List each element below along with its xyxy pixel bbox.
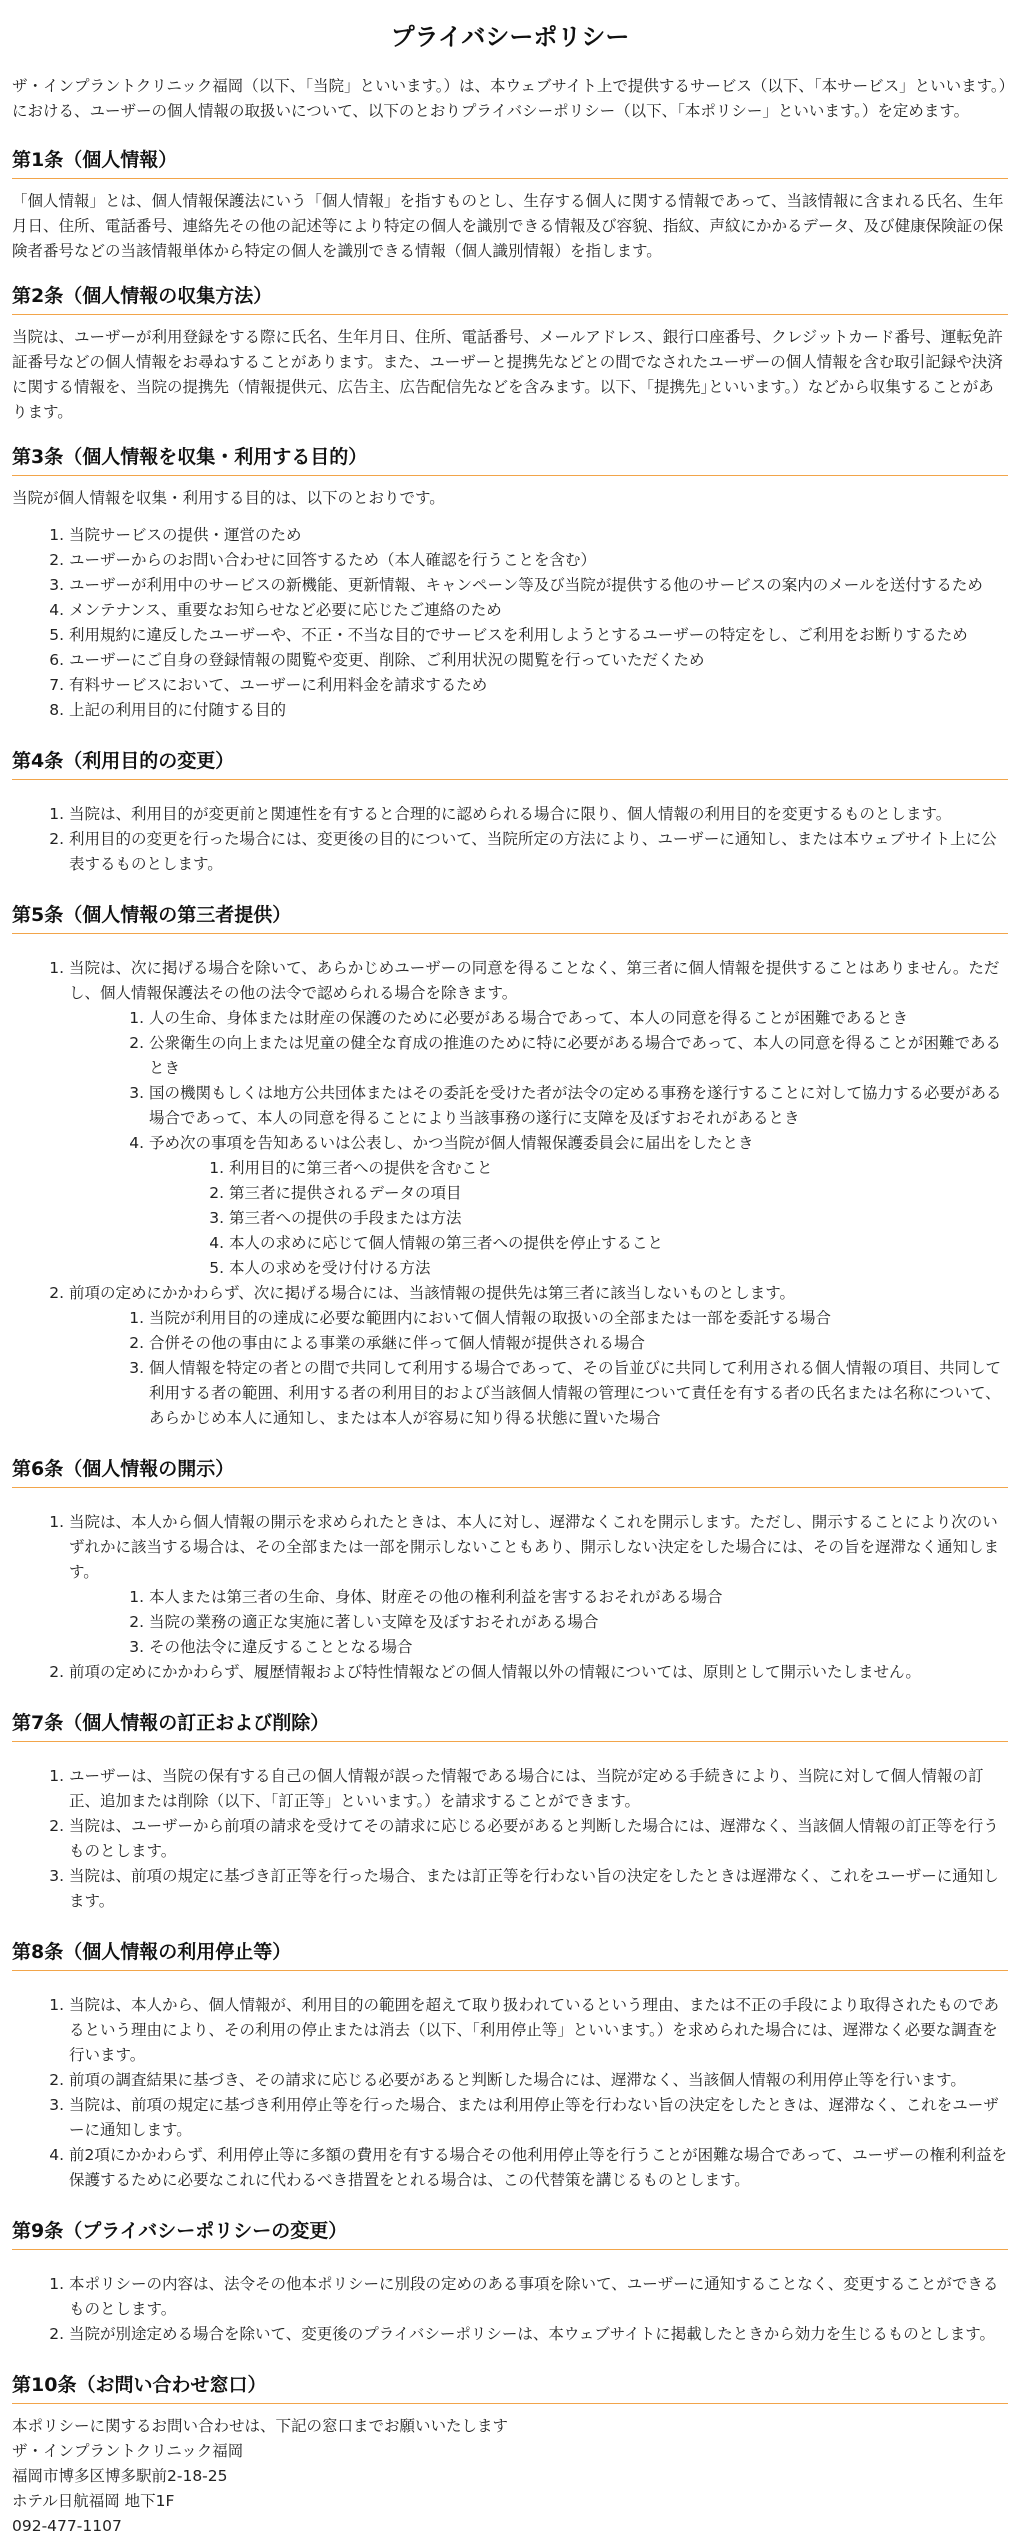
list-item: 3. 当院は、前項の規定に基づき利用停止等を行った場合、または利用停止等を行わない旨の決定をしたときは、遅滞なく、これをユーザーに通知します。	[69, 2093, 1008, 2143]
list-item: 1. 当院サービスの提供・運営のため	[69, 523, 1008, 548]
section-5-list	[12, 956, 1008, 1431]
section-5-subsublist	[149, 1156, 1008, 1281]
list-item-text: 予め次の事項を告知あるいは公表し、かつ当院が個人情報保護委員会に届出をしたとき	[149, 1134, 754, 1152]
list-item	[69, 956, 1008, 1281]
section-7-list	[12, 1764, 1008, 1914]
list-item: 4. 前2項にかかわらず、利用停止等に多額の費用を有する場合その他利用停止等を行うことが困難な場合であって、ユーザーの権利利益を保護するために必要なこれに代わるべき措置をとれる場合は、この代替策を講じるものとします。	[69, 2143, 1008, 2193]
list-item: 2. 当院は、ユーザーから前項の請求を受けてその請求に応じる必要があると判断した場合には、遅滞なく、当該個人情報の訂正等を行うものとします。	[69, 1814, 1008, 1864]
section-6-body	[12, 1488, 1008, 1697]
section-3-body	[12, 476, 1008, 735]
list-item: 7. 有料サービスにおいて、ユーザーに利用料金を請求するため	[69, 673, 1008, 698]
section-1-text: 「個人情報」とは、個人情報保護法にいう「個人情報」を指すものとし、生存する個人に関する情報であって、当該情報に含まれる氏名、生年月日、住所、電話番号、連絡先その他の記述等により特定の個人を識別できる情報及び容貌、指紋、声紋にかかるデータ、及び健康保険証の保険者番号などの当該情報単体から特定の個人を識別できる情報（個人識別情報）を指します。	[12, 192, 1004, 260]
section-6-list	[12, 1510, 1008, 1685]
list-item: 1. 人の生命、身体または財産の保護のために必要がある場合であって、本人の同意を得ることが困難であるとき	[149, 1006, 1008, 1031]
list-item: 6. ユーザーにご自身の登録情報の閲覧や変更、削除、ご利用状況の閲覧を行っていただくため	[69, 648, 1008, 673]
list-item: 2. 合併その他の事由による事業の承継に伴って個人情報が提供される場合	[149, 1331, 1008, 1356]
list-item: 3. その他法令に違反することとなる場合	[149, 1635, 1008, 1660]
section-5-heading: 第5条（個人情報の第三者提供）	[12, 889, 1008, 934]
section-2-body	[12, 315, 1008, 431]
list-item: 1. 当院は、本人から、個人情報が、利用目的の範囲を超えて取り扱われているという理由、または不正の手段により取得されたものであるという理由により、その利用の停止または消去（以下、「利用停止等」といいます。）を求められた場合には、遅滞なく必要な調査を行います。	[69, 1993, 1008, 2068]
section-8-heading: 第8条（個人情報の利用停止等）	[12, 1926, 1008, 1971]
section-6-sublist	[69, 1585, 1008, 1660]
list-item: 2. 当院の業務の適正な実施に著しい支障を及ぼすおそれがある場合	[149, 1610, 1008, 1635]
clinic-phone: 092-477-1107	[12, 2517, 122, 2535]
intro-text: ザ・インプラントクリニック福岡（以下、「当院」といいます。）は、本ウェブサイト上で提供するサービス（以下、「本サービス」といいます。）における、ユーザーの個人情報の取扱いについて、以下のとおりプライバシーポリシー（以下、「本ポリシー」といいます。）を定めます。	[12, 77, 1007, 120]
section-8-list	[12, 1993, 1008, 2193]
list-item-text: 前項の定めにかかわらず、次に掲げる場合には、当該情報の提供先は第三者に該当しないものとします。	[69, 1284, 796, 1302]
list-item: 5. 利用規約に違反したユーザーや、不正・不当な目的でサービスを利用しようとするユーザーの特定をし、ご利用をお断りするため	[69, 623, 1008, 648]
list-item: 8. 上記の利用目的に付随する目的	[69, 698, 1008, 723]
list-item: 3. 個人情報を特定の者との間で共同して利用する場合であって、その旨並びに共同して利用される個人情報の項目、共同して利用する者の範囲、利用する者の利用目的および当該個人情報の管理について責任を有する者の氏名または名称について、あらかじめ本人に通知し、または本人が容易に知り得る状態に置いた場合	[149, 1356, 1008, 1431]
list-item	[69, 1510, 1008, 1660]
section-3-heading: 第3条（個人情報を収集・利用する目的）	[12, 431, 1008, 476]
section-7-body	[12, 1742, 1008, 1926]
section-4-heading: 第4条（利用目的の変更）	[12, 735, 1008, 780]
list-item: 2. 利用目的の変更を行った場合には、変更後の目的について、当院所定の方法により、ユーザーに通知し、または本ウェブサイト上に公表するものとします。	[69, 827, 1008, 877]
section-6-heading: 第6条（個人情報の開示）	[12, 1443, 1008, 1488]
section-4-body	[12, 780, 1008, 889]
list-item: 2. ユーザーからのお問い合わせに回答するため（本人確認を行うことを含む）	[69, 548, 1008, 573]
list-item	[149, 1131, 1008, 1281]
section-10-heading: 第10条（お問い合わせ窓口）	[12, 2359, 1008, 2404]
section-5-sublist-2	[69, 1306, 1008, 1431]
list-item: 1. 当院は、利用目的が変更前と関連性を有すると合理的に認められる場合に限り、個人情報の利用目的を変更するものとします。	[69, 802, 1008, 827]
contact-intro: 本ポリシーに関するお問い合わせは、下記の窓口までお願いいたします	[12, 2417, 509, 2435]
section-1-body	[12, 179, 1008, 270]
section-5-body	[12, 934, 1008, 1443]
section-9-heading: 第9条（プライバシーポリシーの変更）	[12, 2205, 1008, 2250]
section-5-sublist-1	[69, 1006, 1008, 1281]
section-2-text: 当院は、ユーザーが利用登録をする際に氏名、生年月日、住所、電話番号、メールアドレス、銀行口座番号、クレジットカード番号、運転免許証番号などの個人情報をお尋ねすることがあります。また、ユーザーと提携先などとの間でなされたユーザーの個人情報を含む取引記録や決済に関する情報を、当院の提携先（情報提供元、広告主、広告配信先などを含みます。以下、｢提携先｣といいます。）などから収集することがあります。	[12, 328, 1003, 421]
section-4-list	[12, 802, 1008, 877]
section-8-body	[12, 1971, 1008, 2205]
list-item-text: 当院は、本人から個人情報の開示を求められたときは、本人に対し、遅滞なくこれを開示します。ただし、開示することにより次のいずれかに該当する場合は、その全部または一部を開示しないこともあり、開示しない決定をした場合には、その旨を遅滞なく通知します。	[69, 1513, 1000, 1581]
list-item: 3. 第三者への提供の手段または方法	[229, 1206, 1008, 1231]
section-2-heading: 第2条（個人情報の収集方法）	[12, 270, 1008, 315]
list-item: 2. 当院が別途定める場合を除いて、変更後のプライバシーポリシーは、本ウェブサイトに掲載したときから効力を生じるものとします。	[69, 2322, 1008, 2347]
section-3-text: 当院が個人情報を収集・利用する目的は、以下のとおりです。	[12, 489, 445, 507]
list-item: 1. ユーザーは、当院の保有する自己の個人情報が誤った情報である場合には、当院が定める手続きにより、当院に対して個人情報の訂正、追加または削除（以下、「訂正等」といいます。）を請求することができます。	[69, 1764, 1008, 1814]
list-item: 4. メンテナンス、重要なお知らせなど必要に応じたご連絡のため	[69, 598, 1008, 623]
list-item	[69, 1281, 1008, 1431]
clinic-building: ホテル日航福岡 地下1F	[12, 2492, 175, 2510]
clinic-address: 福岡市博多区博多駅前2-18-25	[12, 2467, 228, 2485]
page-title: プライバシーポリシー	[390, 23, 630, 51]
section-7-heading: 第7条（個人情報の訂正および削除）	[12, 1697, 1008, 1742]
section-1-heading: 第1条（個人情報）	[12, 134, 1008, 179]
list-item: 2. 公衆衛生の向上または児童の健全な育成の推進のために特に必要がある場合であって、本人の同意を得ることが困難であるとき	[149, 1031, 1008, 1081]
list-item: 1. 本ポリシーの内容は、法令その他本ポリシーに別段の定めのある事項を除いて、ユーザーに通知することなく、変更することができるものとします。	[69, 2272, 1008, 2322]
clinic-name: ザ・インプラントクリニック福岡	[12, 2442, 244, 2460]
list-item: 2. 前項の調査結果に基づき、その請求に応じる必要があると判断した場合には、遅滞なく、当該個人情報の利用停止等を行います。	[69, 2068, 1008, 2093]
list-item: 2. 第三者に提供されるデータの項目	[229, 1181, 1008, 1206]
list-item: 1. 本人または第三者の生命、身体、財産その他の権利利益を害するおそれがある場合	[149, 1585, 1008, 1610]
section-3-list	[12, 523, 1008, 723]
list-item: 1. 利用目的に第三者への提供を含むこと	[229, 1156, 1008, 1181]
list-item-text: 当院は、次に掲げる場合を除いて、あらかじめユーザーの同意を得ることなく、第三者に個人情報を提供することはありません。ただし、個人情報保護法その他の法令で認められる場合を除きます。	[69, 959, 1000, 1002]
contact-block	[12, 2404, 1008, 2545]
list-item: 1. 当院が利用目的の達成に必要な範囲内において個人情報の取扱いの全部または一部を委託する場合	[149, 1306, 1008, 1331]
list-item: 3. ユーザーが利用中のサービスの新機能、更新情報、キャンペーン等及び当院が提供する他のサービスの案内のメールを送付するため	[69, 573, 1008, 598]
list-item: 4. 本人の求めに応じて個人情報の第三者への提供を停止すること	[229, 1231, 1008, 1256]
list-item: 3. 当院は、前項の規定に基づき訂正等を行った場合、または訂正等を行わない旨の決定をしたときは遅滞なく、これをユーザーに通知します。	[69, 1864, 1008, 1914]
list-item: 5. 本人の求めを受け付ける方法	[229, 1256, 1008, 1281]
list-item: 2. 前項の定めにかかわらず、履歴情報および特性情報などの個人情報以外の情報については、原則として開示いたしません。	[69, 1660, 1008, 1685]
list-item: 3. 国の機関もしくは地方公共団体またはその委託を受けた者が法令の定める事務を遂行することに対して協力する必要がある場合であって、本人の同意を得ることにより当該事務の遂行に支障を及ぼすおそれがあるとき	[149, 1081, 1008, 1131]
section-9-list	[12, 2272, 1008, 2347]
section-9-body	[12, 2250, 1008, 2359]
